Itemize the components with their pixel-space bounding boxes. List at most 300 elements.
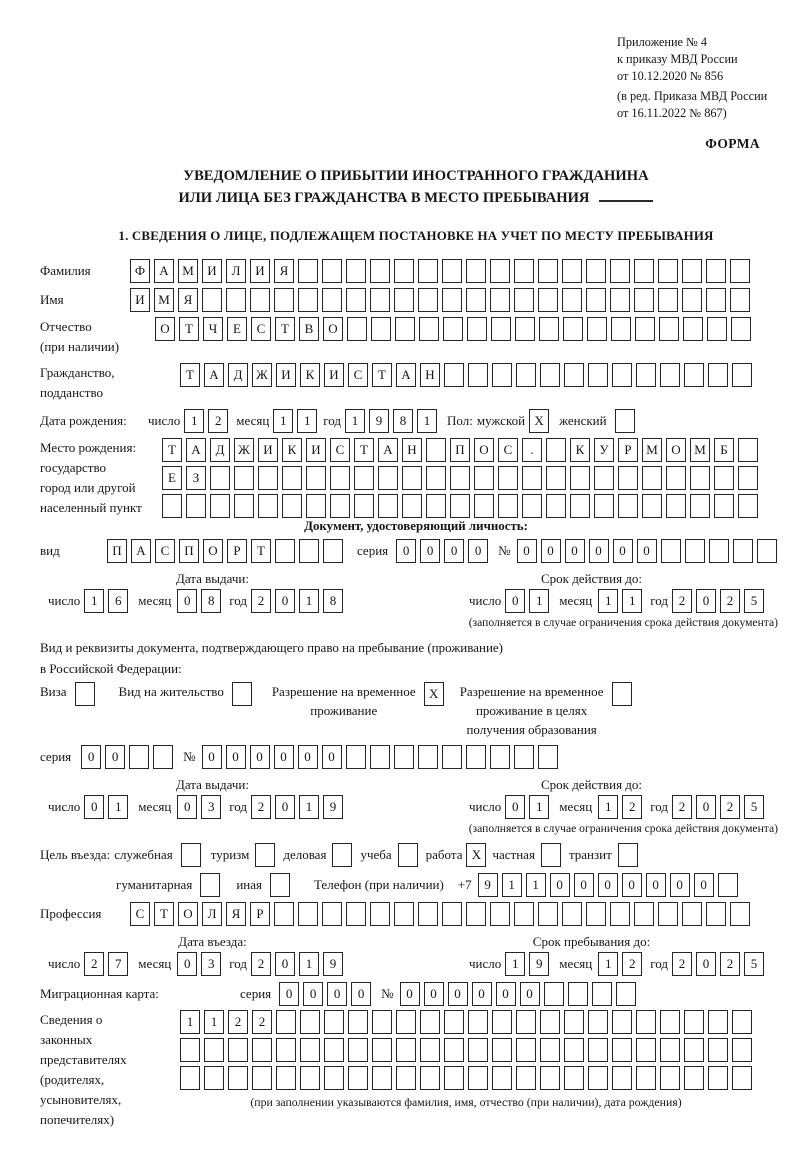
char-cell[interactable] — [419, 317, 439, 341]
checkbox-cell[interactable] — [270, 873, 290, 897]
char-cell[interactable] — [258, 466, 278, 490]
char-cell[interactable]: И — [306, 438, 326, 462]
char-cell[interactable] — [250, 288, 270, 312]
char-cell[interactable]: 0 — [696, 795, 716, 819]
char-cell[interactable]: 0 — [505, 795, 525, 819]
char-cell[interactable] — [498, 466, 518, 490]
char-cell[interactable]: 2 — [672, 795, 692, 819]
char-cell[interactable]: К — [570, 438, 590, 462]
char-cell[interactable]: . — [522, 438, 542, 462]
char-cell[interactable] — [443, 317, 463, 341]
char-cell[interactable] — [570, 466, 590, 490]
char-cell[interactable] — [658, 288, 678, 312]
char-cell[interactable] — [450, 466, 470, 490]
checkbox-cell[interactable] — [612, 682, 632, 706]
checkbox-cell[interactable] — [75, 682, 95, 706]
char-cell[interactable] — [516, 363, 536, 387]
char-cell[interactable] — [682, 902, 702, 926]
char-cell[interactable]: 9 — [323, 795, 343, 819]
char-cell[interactable] — [300, 1010, 320, 1034]
char-cell[interactable] — [324, 1066, 344, 1090]
char-cell[interactable] — [538, 902, 558, 926]
char-cell[interactable] — [252, 1066, 272, 1090]
char-cell[interactable] — [299, 539, 319, 563]
char-cell[interactable] — [546, 494, 566, 518]
char-cell[interactable]: А — [131, 539, 151, 563]
char-cell[interactable]: 0 — [275, 952, 295, 976]
char-cell[interactable] — [492, 1038, 512, 1062]
char-cell[interactable] — [682, 259, 702, 283]
char-cell[interactable]: Л — [226, 259, 246, 283]
char-cell[interactable] — [202, 288, 222, 312]
checkbox-cell[interactable] — [181, 843, 201, 867]
char-cell[interactable] — [466, 259, 486, 283]
char-cell[interactable] — [546, 438, 566, 462]
char-cell[interactable] — [514, 745, 534, 769]
char-cell[interactable]: 6 — [108, 589, 128, 613]
char-cell[interactable] — [226, 288, 246, 312]
char-cell[interactable]: Т — [179, 317, 199, 341]
char-cell[interactable] — [490, 288, 510, 312]
char-cell[interactable]: О — [323, 317, 343, 341]
char-cell[interactable] — [204, 1038, 224, 1062]
char-cell[interactable] — [587, 317, 607, 341]
char-cell[interactable]: П — [179, 539, 199, 563]
char-cell[interactable]: 2 — [622, 952, 642, 976]
char-cell[interactable] — [732, 363, 752, 387]
char-cell[interactable] — [396, 1010, 416, 1034]
char-cell[interactable]: 5 — [744, 795, 764, 819]
char-cell[interactable] — [684, 1038, 704, 1062]
char-cell[interactable]: 0 — [517, 539, 537, 563]
char-cell[interactable]: К — [282, 438, 302, 462]
char-cell[interactable]: 1 — [297, 409, 317, 433]
char-cell[interactable]: О — [666, 438, 686, 462]
char-cell[interactable] — [153, 745, 173, 769]
char-cell[interactable] — [330, 466, 350, 490]
char-cell[interactable]: 2 — [251, 795, 271, 819]
char-cell[interactable] — [636, 1038, 656, 1062]
char-cell[interactable] — [636, 363, 656, 387]
char-cell[interactable]: Т — [251, 539, 271, 563]
char-cell[interactable] — [612, 1038, 632, 1062]
char-cell[interactable] — [685, 539, 705, 563]
char-cell[interactable] — [298, 902, 318, 926]
char-cell[interactable] — [420, 1066, 440, 1090]
char-cell[interactable] — [466, 745, 486, 769]
char-cell[interactable]: 9 — [478, 873, 498, 897]
char-cell[interactable] — [733, 539, 753, 563]
char-cell[interactable]: 1 — [417, 409, 437, 433]
char-cell[interactable] — [586, 902, 606, 926]
char-cell[interactable] — [730, 259, 750, 283]
char-cell[interactable] — [714, 494, 734, 518]
char-cell[interactable]: Е — [227, 317, 247, 341]
char-cell[interactable] — [682, 288, 702, 312]
char-cell[interactable] — [588, 1010, 608, 1034]
char-cell[interactable] — [370, 288, 390, 312]
char-cell[interactable] — [474, 494, 494, 518]
char-cell[interactable] — [683, 317, 703, 341]
char-cell[interactable] — [468, 1010, 488, 1034]
char-cell[interactable]: Т — [354, 438, 374, 462]
char-cell[interactable] — [707, 317, 727, 341]
char-cell[interactable]: 2 — [720, 795, 740, 819]
char-cell[interactable]: 0 — [105, 745, 125, 769]
char-cell[interactable] — [731, 317, 751, 341]
char-cell[interactable] — [129, 745, 149, 769]
char-cell[interactable]: 1 — [204, 1010, 224, 1034]
char-cell[interactable] — [635, 317, 655, 341]
char-cell[interactable]: 1 — [180, 1010, 200, 1034]
char-cell[interactable]: А — [204, 363, 224, 387]
char-cell[interactable]: 0 — [622, 873, 642, 897]
char-cell[interactable] — [394, 902, 414, 926]
char-cell[interactable] — [426, 494, 446, 518]
char-cell[interactable] — [515, 317, 535, 341]
char-cell[interactable]: А — [154, 259, 174, 283]
char-cell[interactable]: П — [450, 438, 470, 462]
char-cell[interactable] — [586, 259, 606, 283]
char-cell[interactable]: 0 — [696, 589, 716, 613]
char-cell[interactable]: 1 — [299, 795, 319, 819]
char-cell[interactable] — [618, 466, 638, 490]
char-cell[interactable]: С — [251, 317, 271, 341]
char-cell[interactable] — [588, 1038, 608, 1062]
char-cell[interactable]: 1 — [299, 952, 319, 976]
char-cell[interactable] — [162, 494, 182, 518]
char-cell[interactable] — [186, 494, 206, 518]
char-cell[interactable] — [540, 1038, 560, 1062]
char-cell[interactable]: Т — [154, 902, 174, 926]
char-cell[interactable]: 1 — [526, 873, 546, 897]
char-cell[interactable] — [634, 259, 654, 283]
char-cell[interactable] — [468, 363, 488, 387]
char-cell[interactable]: Ж — [234, 438, 254, 462]
char-cell[interactable]: Я — [274, 259, 294, 283]
char-cell[interactable] — [442, 259, 462, 283]
char-cell[interactable] — [450, 494, 470, 518]
char-cell[interactable]: Т — [275, 317, 295, 341]
char-cell[interactable] — [706, 902, 726, 926]
char-cell[interactable]: Ж — [252, 363, 272, 387]
char-cell[interactable]: К — [300, 363, 320, 387]
checkbox-cell[interactable]: X — [466, 843, 486, 867]
char-cell[interactable] — [300, 1038, 320, 1062]
char-cell[interactable] — [394, 288, 414, 312]
char-cell[interactable]: 0 — [177, 589, 197, 613]
char-cell[interactable] — [210, 466, 230, 490]
char-cell[interactable] — [732, 1038, 752, 1062]
char-cell[interactable]: 0 — [444, 539, 464, 563]
char-cell[interactable] — [660, 363, 680, 387]
char-cell[interactable]: 3 — [201, 952, 221, 976]
char-cell[interactable]: 2 — [208, 409, 228, 433]
char-cell[interactable] — [730, 902, 750, 926]
char-cell[interactable]: 2 — [252, 1010, 272, 1034]
char-cell[interactable] — [661, 539, 681, 563]
char-cell[interactable]: О — [155, 317, 175, 341]
char-cell[interactable]: А — [378, 438, 398, 462]
char-cell[interactable]: 0 — [274, 745, 294, 769]
char-cell[interactable]: И — [276, 363, 296, 387]
char-cell[interactable] — [546, 466, 566, 490]
char-cell[interactable] — [522, 494, 542, 518]
char-cell[interactable]: 7 — [108, 952, 128, 976]
char-cell[interactable]: У — [594, 438, 614, 462]
char-cell[interactable]: Т — [372, 363, 392, 387]
char-cell[interactable]: 0 — [541, 539, 561, 563]
char-cell[interactable] — [586, 288, 606, 312]
char-cell[interactable]: Б — [714, 438, 734, 462]
checkbox-cell[interactable] — [232, 682, 252, 706]
char-cell[interactable] — [298, 259, 318, 283]
char-cell[interactable] — [210, 494, 230, 518]
char-cell[interactable]: 0 — [81, 745, 101, 769]
char-cell[interactable]: 0 — [505, 589, 525, 613]
char-cell[interactable] — [592, 982, 612, 1006]
char-cell[interactable] — [706, 288, 726, 312]
checkbox-cell[interactable] — [541, 843, 561, 867]
char-cell[interactable]: 0 — [177, 795, 197, 819]
char-cell[interactable]: 1 — [502, 873, 522, 897]
char-cell[interactable]: Д — [210, 438, 230, 462]
char-cell[interactable]: 0 — [322, 745, 342, 769]
char-cell[interactable] — [490, 745, 510, 769]
char-cell[interactable] — [732, 1010, 752, 1034]
char-cell[interactable]: 1 — [529, 795, 549, 819]
char-cell[interactable]: 2 — [251, 589, 271, 613]
char-cell[interactable] — [395, 317, 415, 341]
char-cell[interactable] — [610, 288, 630, 312]
char-cell[interactable] — [516, 1066, 536, 1090]
char-cell[interactable]: О — [178, 902, 198, 926]
char-cell[interactable] — [394, 745, 414, 769]
char-cell[interactable]: 1 — [299, 589, 319, 613]
char-cell[interactable]: 1 — [345, 409, 365, 433]
char-cell[interactable]: 0 — [226, 745, 246, 769]
char-cell[interactable]: 3 — [201, 795, 221, 819]
char-cell[interactable]: И — [202, 259, 222, 283]
char-cell[interactable] — [684, 1010, 704, 1034]
char-cell[interactable] — [442, 288, 462, 312]
char-cell[interactable]: 0 — [396, 539, 416, 563]
char-cell[interactable]: 0 — [275, 795, 295, 819]
char-cell[interactable] — [348, 1066, 368, 1090]
char-cell[interactable] — [570, 494, 590, 518]
char-cell[interactable] — [610, 259, 630, 283]
char-cell[interactable]: О — [474, 438, 494, 462]
char-cell[interactable]: М — [178, 259, 198, 283]
char-cell[interactable] — [306, 494, 326, 518]
char-cell[interactable] — [616, 982, 636, 1006]
char-cell[interactable] — [300, 1066, 320, 1090]
char-cell[interactable]: Н — [420, 363, 440, 387]
char-cell[interactable]: 0 — [589, 539, 609, 563]
char-cell[interactable]: И — [250, 259, 270, 283]
char-cell[interactable] — [538, 259, 558, 283]
char-cell[interactable] — [444, 1038, 464, 1062]
char-cell[interactable] — [348, 1010, 368, 1034]
char-cell[interactable] — [346, 259, 366, 283]
char-cell[interactable] — [666, 494, 686, 518]
char-cell[interactable] — [660, 1010, 680, 1034]
char-cell[interactable] — [418, 288, 438, 312]
char-cell[interactable] — [442, 745, 462, 769]
char-cell[interactable]: А — [186, 438, 206, 462]
char-cell[interactable]: 1 — [108, 795, 128, 819]
char-cell[interactable] — [636, 1010, 656, 1034]
checkbox-cell[interactable] — [618, 843, 638, 867]
char-cell[interactable] — [467, 317, 487, 341]
char-cell[interactable] — [234, 466, 254, 490]
char-cell[interactable]: 2 — [228, 1010, 248, 1034]
char-cell[interactable] — [354, 466, 374, 490]
char-cell[interactable] — [564, 1010, 584, 1034]
char-cell[interactable] — [563, 317, 583, 341]
char-cell[interactable] — [594, 466, 614, 490]
char-cell[interactable] — [612, 1010, 632, 1034]
char-cell[interactable] — [324, 1010, 344, 1034]
char-cell[interactable]: 0 — [613, 539, 633, 563]
char-cell[interactable]: 0 — [646, 873, 666, 897]
char-cell[interactable]: 5 — [744, 589, 764, 613]
char-cell[interactable] — [378, 466, 398, 490]
char-cell[interactable]: 0 — [694, 873, 714, 897]
char-cell[interactable]: М — [690, 438, 710, 462]
char-cell[interactable]: 2 — [672, 589, 692, 613]
char-cell[interactable]: 0 — [298, 745, 318, 769]
char-cell[interactable] — [474, 466, 494, 490]
char-cell[interactable] — [732, 1066, 752, 1090]
char-cell[interactable] — [562, 259, 582, 283]
char-cell[interactable] — [466, 902, 486, 926]
char-cell[interactable] — [228, 1038, 248, 1062]
char-cell[interactable] — [491, 317, 511, 341]
char-cell[interactable]: 0 — [598, 873, 618, 897]
char-cell[interactable] — [514, 288, 534, 312]
char-cell[interactable]: Ч — [203, 317, 223, 341]
char-cell[interactable] — [466, 288, 486, 312]
char-cell[interactable] — [402, 494, 422, 518]
char-cell[interactable]: 0 — [424, 982, 444, 1006]
char-cell[interactable] — [706, 259, 726, 283]
char-cell[interactable] — [394, 259, 414, 283]
char-cell[interactable] — [690, 466, 710, 490]
char-cell[interactable]: 0 — [400, 982, 420, 1006]
char-cell[interactable] — [714, 466, 734, 490]
checkbox-cell[interactable] — [200, 873, 220, 897]
char-cell[interactable] — [516, 1038, 536, 1062]
checkbox-cell[interactable] — [615, 409, 635, 433]
char-cell[interactable] — [610, 902, 630, 926]
char-cell[interactable] — [658, 259, 678, 283]
char-cell[interactable] — [323, 539, 343, 563]
char-cell[interactable] — [634, 902, 654, 926]
char-cell[interactable]: 2 — [720, 589, 740, 613]
char-cell[interactable] — [418, 745, 438, 769]
char-cell[interactable] — [468, 1066, 488, 1090]
char-cell[interactable]: П — [107, 539, 127, 563]
char-cell[interactable]: З — [186, 466, 206, 490]
char-cell[interactable] — [634, 288, 654, 312]
char-cell[interactable] — [514, 902, 534, 926]
char-cell[interactable] — [738, 466, 758, 490]
char-cell[interactable]: 0 — [565, 539, 585, 563]
char-cell[interactable] — [612, 363, 632, 387]
char-cell[interactable] — [659, 317, 679, 341]
char-cell[interactable]: 2 — [251, 952, 271, 976]
checkbox-cell[interactable]: X — [424, 682, 444, 706]
char-cell[interactable]: 0 — [177, 952, 197, 976]
char-cell[interactable]: Д — [228, 363, 248, 387]
char-cell[interactable]: 1 — [84, 589, 104, 613]
char-cell[interactable] — [348, 1038, 368, 1062]
char-cell[interactable]: 8 — [201, 589, 221, 613]
char-cell[interactable] — [276, 1010, 296, 1034]
char-cell[interactable] — [426, 438, 446, 462]
char-cell[interactable] — [709, 539, 729, 563]
char-cell[interactable] — [708, 1010, 728, 1034]
char-cell[interactable]: 2 — [672, 952, 692, 976]
char-cell[interactable]: 8 — [393, 409, 413, 433]
char-cell[interactable] — [370, 259, 390, 283]
char-cell[interactable] — [738, 494, 758, 518]
char-cell[interactable] — [378, 494, 398, 518]
char-cell[interactable] — [372, 1038, 392, 1062]
char-cell[interactable] — [540, 1066, 560, 1090]
char-cell[interactable] — [539, 317, 559, 341]
char-cell[interactable] — [492, 1010, 512, 1034]
char-cell[interactable]: В — [299, 317, 319, 341]
char-cell[interactable]: 0 — [303, 982, 323, 1006]
char-cell[interactable]: И — [130, 288, 150, 312]
char-cell[interactable] — [564, 363, 584, 387]
char-cell[interactable] — [522, 466, 542, 490]
char-cell[interactable]: Р — [227, 539, 247, 563]
char-cell[interactable] — [418, 259, 438, 283]
char-cell[interactable] — [708, 1066, 728, 1090]
char-cell[interactable]: 2 — [720, 952, 740, 976]
char-cell[interactable] — [322, 259, 342, 283]
checkbox-cell[interactable] — [255, 843, 275, 867]
char-cell[interactable]: 0 — [574, 873, 594, 897]
char-cell[interactable] — [611, 317, 631, 341]
char-cell[interactable]: 1 — [505, 952, 525, 976]
char-cell[interactable]: 2 — [622, 795, 642, 819]
char-cell[interactable]: 0 — [496, 982, 516, 1006]
char-cell[interactable] — [708, 363, 728, 387]
char-cell[interactable]: 0 — [637, 539, 657, 563]
char-cell[interactable] — [346, 288, 366, 312]
char-cell[interactable] — [372, 1010, 392, 1034]
char-cell[interactable] — [684, 363, 704, 387]
char-cell[interactable] — [540, 363, 560, 387]
char-cell[interactable] — [330, 494, 350, 518]
char-cell[interactable] — [282, 466, 302, 490]
char-cell[interactable] — [275, 539, 295, 563]
char-cell[interactable] — [708, 1038, 728, 1062]
char-cell[interactable] — [738, 438, 758, 462]
char-cell[interactable] — [757, 539, 777, 563]
char-cell[interactable]: 0 — [468, 539, 488, 563]
char-cell[interactable]: М — [642, 438, 662, 462]
char-cell[interactable] — [564, 1066, 584, 1090]
char-cell[interactable] — [588, 1066, 608, 1090]
char-cell[interactable] — [618, 494, 638, 518]
char-cell[interactable] — [490, 259, 510, 283]
char-cell[interactable] — [660, 1038, 680, 1062]
